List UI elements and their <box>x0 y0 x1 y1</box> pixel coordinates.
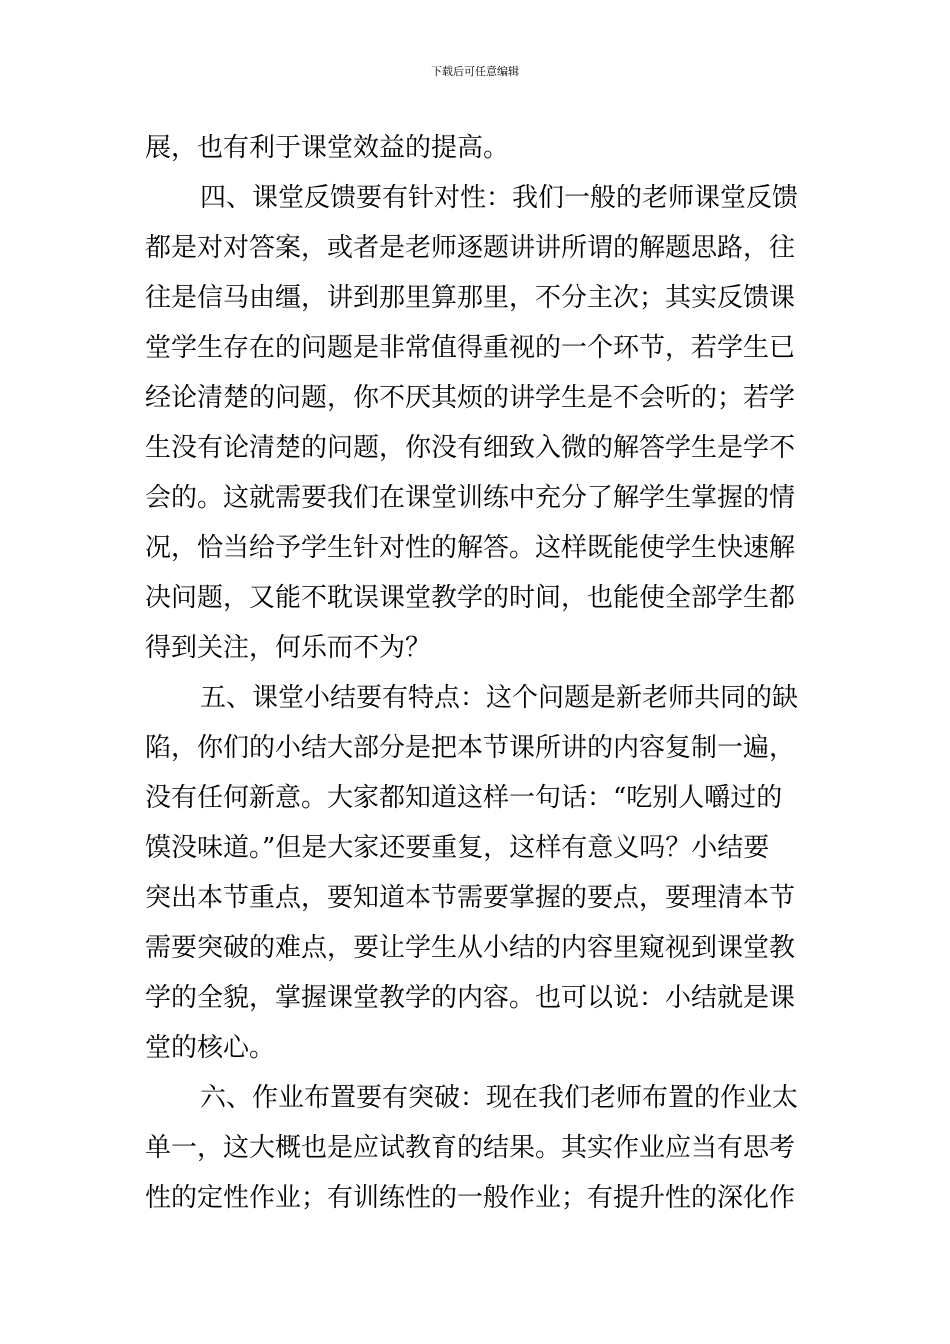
text-line: 往是信马由缰，讲到那里算那里，不分主次；其实反馈课 <box>145 283 796 313</box>
text-line: 堂的核心。 <box>145 1033 276 1063</box>
paragraph-start-line: 五、课堂小结要有特点：这个问题是新老师共同的缺 <box>200 683 799 713</box>
text-line: 学的全貌，掌握课堂教学的内容。也可以说：小结就是课 <box>145 983 796 1013</box>
text-line: 堂学生存在的问题是非常值得重视的一个环节，若学生已 <box>145 333 796 363</box>
page-header: 下载后可任意编辑 <box>431 65 519 78</box>
text-line: 展，也有利于课堂效益的提高。 <box>145 133 510 163</box>
text-line: 单一，这大概也是应试教育的结果。其实作业应当有思考 <box>145 1133 796 1163</box>
text-line: 决问题，又能不耽误课堂教学的时间，也能使全部学生都 <box>145 583 796 613</box>
text-line: 会的。这就需要我们在课堂训练中充分了解学生掌握的情 <box>145 483 796 513</box>
text-line: 得到关注，何乐而不为？ <box>145 633 432 663</box>
text-line: 没有任何新意。大家都知道这样一句话：“吃别人嚼过的 <box>145 783 783 813</box>
text-line: 突出本节重点，要知道本节需要掌握的要点，要理清本节 <box>145 883 796 913</box>
text-line: 都是对对答案，或者是老师逐题讲讲所谓的解题思路，往 <box>145 233 796 263</box>
paragraph-start-line: 六、作业布置要有突破：现在我们老师布置的作业太 <box>200 1083 799 1113</box>
paragraph-start-line: 四、课堂反馈要有针对性：我们一般的老师课堂反馈 <box>200 183 799 213</box>
text-line: 馍没味道。”但是大家还要重复，这样有意义吗？小结要 <box>145 833 770 863</box>
text-line: 性的定性作业；有训练性的一般作业；有提升性的深化作 <box>145 1183 796 1213</box>
text-line: 经论清楚的问题，你不厌其烦的讲学生是不会听的；若学 <box>145 383 796 413</box>
text-line: 生没有论清楚的问题，你没有细致入微的解答学生是学不 <box>145 433 796 463</box>
text-line: 陷，你们的小结大部分是把本节课所讲的内容复制一遍， <box>145 733 796 763</box>
text-line: 需要突破的难点，要让学生从小结的内容里窥视到课堂教 <box>145 933 796 963</box>
text-line: 况，恰当给予学生针对性的解答。这样既能使学生快速解 <box>145 533 796 563</box>
